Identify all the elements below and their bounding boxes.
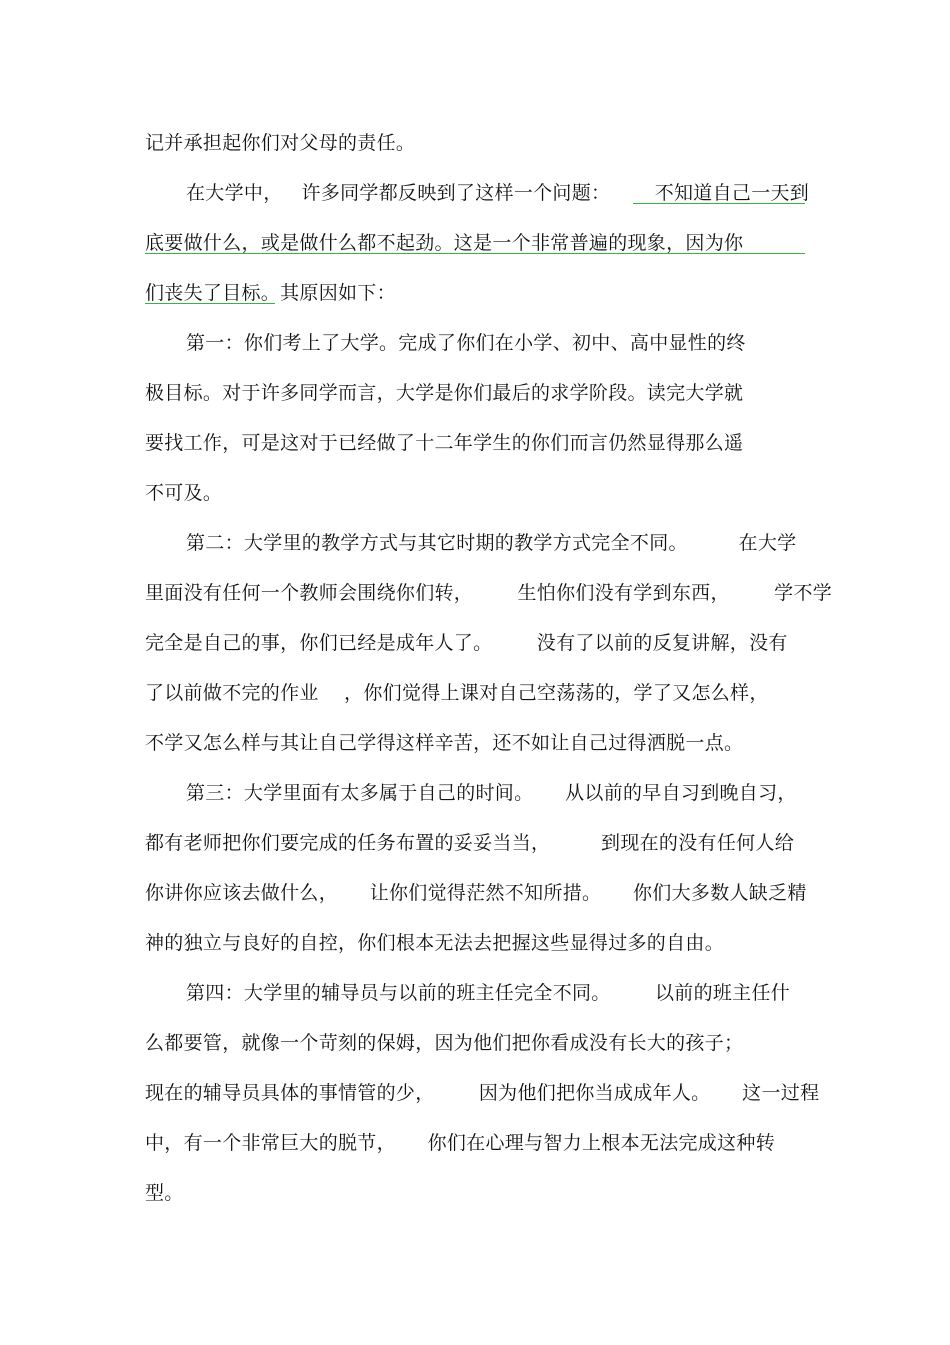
text-line-9: 第二：大学里的教学方式与其它时期的教学方式完全不同。 在大学: [186, 532, 797, 554]
text-line-7: 要找工作，可是这对于已经做了十二年学生的你们而言仍然显得那么遥: [145, 432, 744, 454]
text-line-21: 中，有一个非常巨大的脱节， 你们在心理与智力上根本无法完成这种转: [145, 1132, 775, 1154]
text-line-4: 们丧失了目标。其原因如下：: [145, 282, 396, 304]
text-line-12: 了以前做不完的作业 ，你们觉得上课对自己空荡荡的，学了又怎么样，: [145, 682, 769, 704]
text-line-13: 不学又怎么样与其让自己学得这样辛苦，还不如让自己过得洒脱一点。: [145, 732, 744, 754]
text-line-8: 不可及。: [145, 482, 223, 504]
underline-highlight-2: [145, 253, 805, 254]
text-line-10: 里面没有任何一个教师会围绕你们转， 生怕你们没有学到东西， 学不学: [145, 582, 833, 604]
text-line-18: 第四：大学里的辅导员与以前的班主任完全不同。 以前的班主任什: [186, 982, 791, 1004]
text-line-1: 记并承担起你们对父母的责任。: [145, 132, 416, 154]
underline-highlight-1: [633, 203, 805, 204]
text-line-2: 在大学中， 许多同学都反映到了这样一个问题： 不知道自己一天到: [186, 182, 810, 204]
text-line-11: 完全是自己的事，你们已经是成年人了。 没有了以前的反复讲解，没有: [145, 632, 788, 654]
text-line-19: 么都要管，就像一个苛刻的保姆，因为他们把你看成没有长大的孩子；: [145, 1032, 744, 1054]
text-line-3: 底要做什么，或是做什么都不起劲。这是一个非常普遍的现象，因为你: [145, 232, 744, 254]
text-line-14: 第三：大学里面有太多属于自己的时间。 从以前的早自习到晚自习，: [186, 782, 797, 804]
text-line-17: 神的独立与良好的自控，你们根本无法去把握这些显得过多的自由。: [145, 932, 725, 954]
text-line-16: 你讲你应该去做什么， 让你们觉得茫然不知所措。 你们大多数人缺乏精: [145, 882, 807, 904]
text-line-5: 第一：你们考上了大学。完成了你们在小学、初中、高中显性的终: [186, 332, 746, 354]
text-line-15: 都有老师把你们要完成的任务布置的妥妥当当， 到现在的没有任何人给: [145, 832, 795, 854]
text-line-20: 现在的辅导员具体的事情管的少， 因为他们把你当成成年人。 这一过程: [145, 1082, 820, 1104]
text-line-22: 型。: [145, 1182, 184, 1204]
underline-highlight-3: [145, 303, 275, 304]
text-line-6: 极目标。对于许多同学而言，大学是你们最后的求学阶段。读完大学就: [145, 382, 744, 404]
